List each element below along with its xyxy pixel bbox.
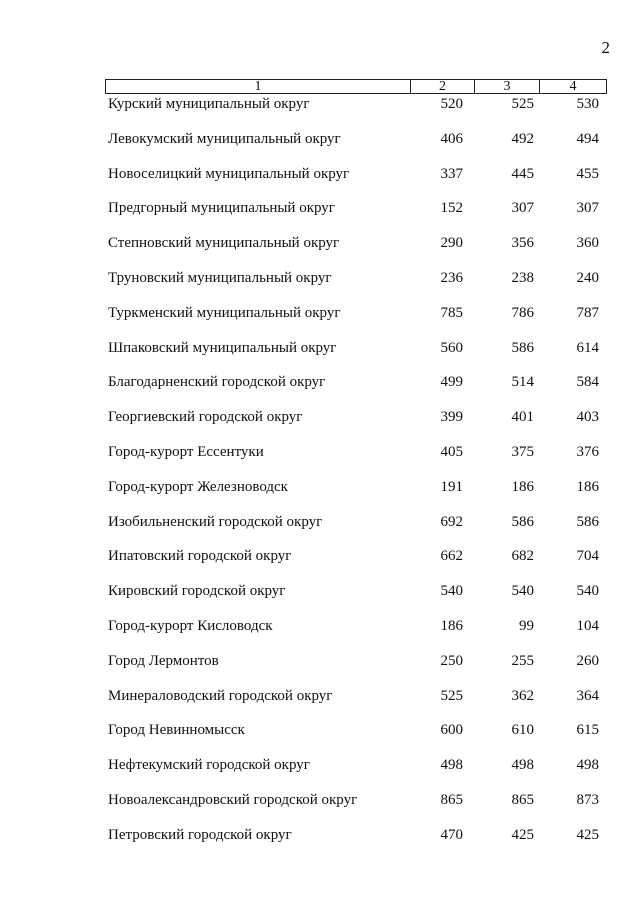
row-value-col-4: 584 bbox=[576, 374, 599, 391]
row-value-col-2: 560 bbox=[440, 339, 463, 356]
row-name: Труновский муниципальный округ bbox=[108, 269, 332, 286]
table-row bbox=[0, 546, 640, 581]
row-value-col-4: 873 bbox=[576, 791, 599, 808]
row-name: Новоселицкий муниципальный округ bbox=[108, 165, 350, 182]
row-value-col-4: 260 bbox=[576, 652, 599, 669]
row-value-col-2: 152 bbox=[440, 200, 463, 217]
row-value-col-4: 376 bbox=[576, 443, 599, 460]
row-value-col-4: 186 bbox=[576, 478, 599, 495]
row-value-col-3: 586 bbox=[511, 339, 534, 356]
row-value-col-3: 525 bbox=[511, 96, 534, 112]
row-value-col-3: 786 bbox=[511, 304, 534, 321]
row-value-col-3: 586 bbox=[511, 513, 534, 530]
table-row bbox=[0, 651, 640, 686]
row-value-col-4: 704 bbox=[576, 548, 599, 565]
row-value-col-3: 865 bbox=[511, 791, 534, 808]
row-value-col-3: 375 bbox=[511, 443, 534, 460]
row-value-col-3: 356 bbox=[511, 235, 534, 252]
table-row bbox=[0, 198, 640, 233]
row-value-col-2: 406 bbox=[440, 130, 463, 147]
row-value-col-4: 787 bbox=[576, 304, 599, 321]
row-name: Новоалександровский городской округ bbox=[108, 791, 358, 808]
row-value-col-2: 191 bbox=[440, 478, 463, 495]
row-name: Город Лермонтов bbox=[108, 652, 219, 669]
header-col-3: 3 bbox=[475, 80, 540, 93]
row-value-col-2: 498 bbox=[440, 757, 463, 774]
row-name: Изобильненский городской округ bbox=[108, 513, 323, 530]
table-body bbox=[0, 94, 640, 860]
row-value-col-2: 692 bbox=[440, 513, 463, 530]
table-row bbox=[0, 720, 640, 755]
row-name: Минераловодский городской округ bbox=[108, 687, 333, 704]
row-value-col-2: 290 bbox=[440, 235, 463, 252]
row-value-col-2: 785 bbox=[440, 304, 463, 321]
table-row bbox=[0, 616, 640, 651]
row-value-col-2: 865 bbox=[440, 791, 463, 808]
row-value-col-2: 236 bbox=[440, 269, 463, 286]
row-value-col-4: 240 bbox=[576, 269, 599, 286]
table-row bbox=[0, 581, 640, 616]
row-value-col-2: 250 bbox=[440, 652, 463, 669]
row-value-col-3: 307 bbox=[511, 200, 534, 217]
row-value-col-2: 525 bbox=[440, 687, 463, 704]
table-row bbox=[0, 372, 640, 407]
row-value-col-3: 514 bbox=[511, 374, 534, 391]
table-row bbox=[0, 512, 640, 547]
row-name: Туркменский муниципальный округ bbox=[108, 304, 341, 321]
row-value-col-4: 615 bbox=[576, 722, 599, 739]
row-value-col-3: 238 bbox=[511, 269, 534, 286]
header-col-4: 4 bbox=[569, 79, 577, 94]
row-value-col-2: 186 bbox=[440, 617, 463, 634]
row-value-col-3: 445 bbox=[511, 165, 534, 182]
row-name: Левокумский муниципальный округ bbox=[108, 130, 341, 147]
row-value-col-2: 520 bbox=[440, 96, 463, 112]
row-value-col-3: 186 bbox=[511, 478, 534, 495]
row-name: Петровский городской округ bbox=[108, 826, 292, 843]
row-value-col-2: 405 bbox=[440, 443, 463, 460]
row-value-col-2: 662 bbox=[440, 548, 463, 565]
row-name: Ипатовский городской округ bbox=[108, 548, 292, 565]
table-row bbox=[0, 268, 640, 303]
table-row bbox=[0, 407, 640, 442]
row-name: Город Невинномысск bbox=[108, 722, 245, 739]
table-row bbox=[0, 338, 640, 373]
row-value-col-4: 104 bbox=[576, 617, 599, 634]
row-value-col-4: 614 bbox=[576, 339, 599, 356]
row-value-col-2: 600 bbox=[440, 722, 463, 739]
row-value-col-3: 498 bbox=[511, 757, 534, 774]
row-value-col-4: 494 bbox=[576, 130, 599, 147]
table-row bbox=[0, 755, 640, 790]
row-value-col-3: 99 bbox=[519, 617, 534, 634]
row-value-col-3: 610 bbox=[511, 722, 534, 739]
row-value-col-3: 362 bbox=[511, 687, 534, 704]
row-value-col-4: 364 bbox=[576, 687, 599, 704]
row-value-col-2: 399 bbox=[440, 409, 463, 426]
row-value-col-3: 682 bbox=[511, 548, 534, 565]
row-value-col-3: 540 bbox=[511, 583, 534, 600]
row-name: Предгорный муниципальный округ bbox=[108, 200, 335, 217]
table-row bbox=[0, 303, 640, 338]
row-value-col-2: 337 bbox=[440, 165, 463, 182]
row-name: Благодарненский городской округ bbox=[108, 374, 326, 391]
row-value-col-4: 425 bbox=[576, 826, 599, 843]
row-value-col-4: 307 bbox=[576, 200, 599, 217]
row-value-col-3: 401 bbox=[511, 409, 534, 426]
row-value-col-4: 530 bbox=[576, 96, 599, 112]
row-value-col-4: 455 bbox=[576, 165, 599, 182]
row-value-col-4: 586 bbox=[576, 513, 599, 530]
row-name: Шпаковский муниципальный округ bbox=[108, 339, 337, 356]
row-name: Город-курорт Железноводск bbox=[108, 478, 288, 495]
table-row bbox=[0, 94, 640, 129]
table-row bbox=[0, 164, 640, 199]
page-number: 2 bbox=[601, 38, 610, 57]
row-value-col-2: 470 bbox=[440, 826, 463, 843]
row-value-col-3: 425 bbox=[511, 826, 534, 843]
row-name: Степновский муниципальный округ bbox=[108, 235, 340, 252]
table-row bbox=[0, 442, 640, 477]
table-header bbox=[105, 79, 607, 94]
row-name: Курский муниципальный округ bbox=[108, 96, 310, 112]
row-name: Город-курорт Кисловодск bbox=[108, 617, 273, 634]
header-col-1: 1 bbox=[106, 80, 411, 93]
table-row bbox=[0, 233, 640, 268]
table-row bbox=[0, 790, 640, 825]
row-name: Георгиевский городской округ bbox=[108, 409, 303, 426]
row-value-col-2: 499 bbox=[440, 374, 463, 391]
table-row bbox=[0, 477, 640, 512]
row-value-col-4: 360 bbox=[576, 235, 599, 252]
table-row bbox=[0, 129, 640, 164]
row-value-col-4: 403 bbox=[576, 409, 599, 426]
row-value-col-2: 540 bbox=[440, 583, 463, 600]
row-value-col-4: 540 bbox=[576, 583, 599, 600]
row-value-col-3: 255 bbox=[511, 652, 534, 669]
table-row bbox=[0, 825, 640, 860]
row-value-col-3: 492 bbox=[511, 130, 534, 147]
table-row bbox=[0, 686, 640, 721]
row-name: Нефтекумский городской округ bbox=[108, 757, 310, 774]
row-name: Кировский городской округ bbox=[108, 583, 286, 600]
row-name: Город-курорт Ессентуки bbox=[108, 443, 264, 460]
header-col-2: 2 bbox=[411, 80, 475, 93]
row-value-col-4: 498 bbox=[576, 757, 599, 774]
